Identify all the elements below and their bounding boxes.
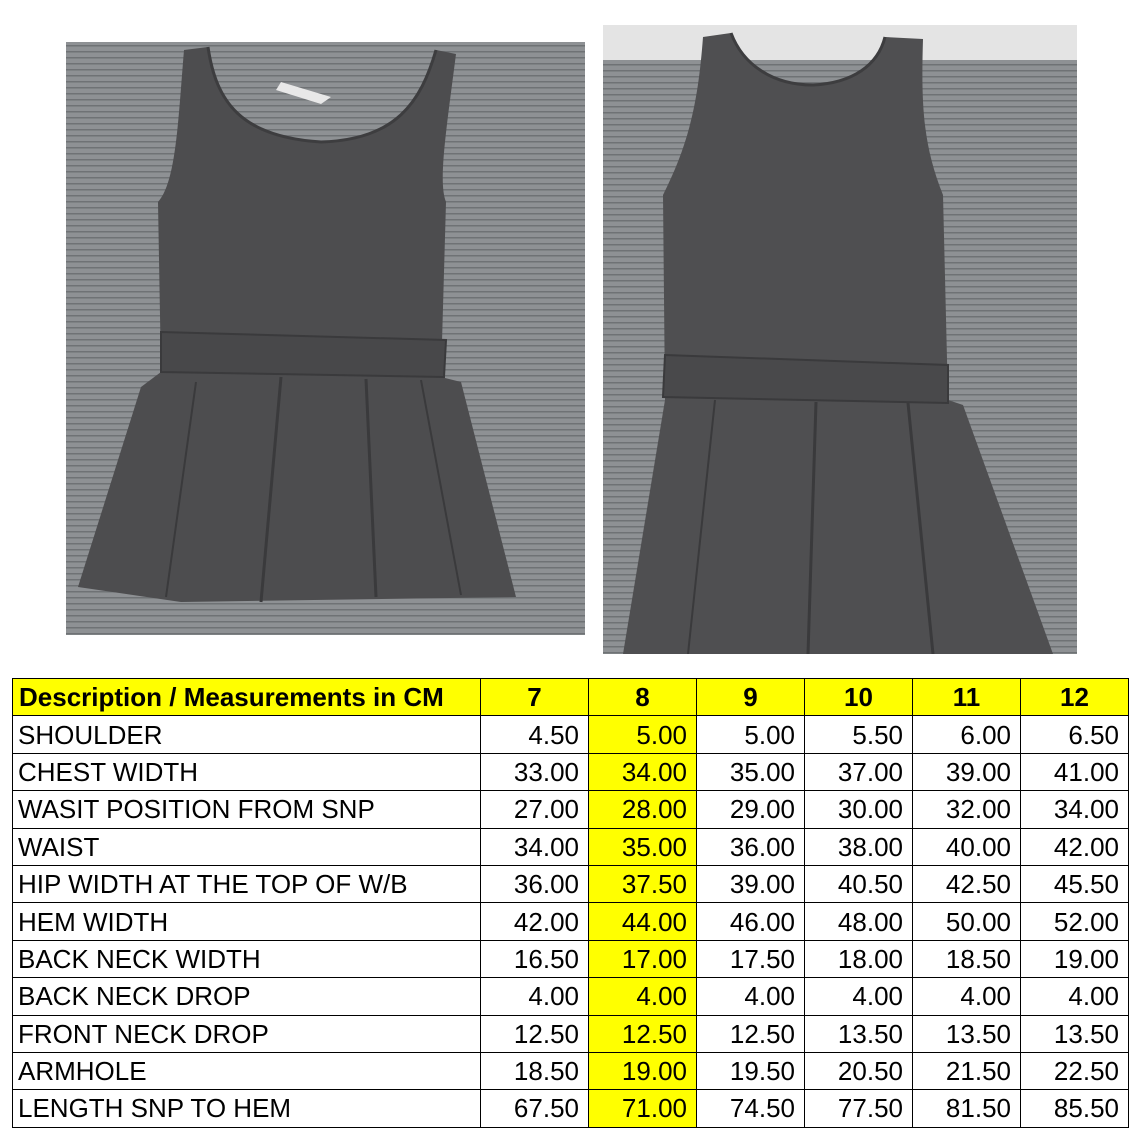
measurement-value: 77.50 (805, 1090, 913, 1127)
size-header: 12 (1021, 679, 1129, 716)
measurement-value: 37.00 (805, 753, 913, 790)
measurement-value: 4.00 (805, 978, 913, 1015)
table-header-row (13, 679, 1129, 716)
measurement-value: 48.00 (805, 903, 913, 940)
measurement-value: 81.50 (913, 1090, 1021, 1127)
measurement-value: 13.50 (805, 1015, 913, 1052)
measurement-value: 4.00 (913, 978, 1021, 1015)
size-header: 8 (589, 679, 697, 716)
measurement-label: BACK NECK WIDTH (13, 940, 481, 977)
measurement-value: 16.50 (481, 940, 589, 977)
table-row (13, 716, 1129, 753)
measurement-label: CHEST WIDTH (13, 753, 481, 790)
measurement-value: 4.00 (589, 978, 697, 1015)
measurement-value: 5.00 (589, 716, 697, 753)
table-row (13, 940, 1129, 977)
measurement-value: 42.50 (913, 865, 1021, 902)
measurement-label: FRONT NECK DROP (13, 1015, 481, 1052)
pinafore-front-photo (66, 42, 585, 635)
measurement-value: 36.00 (481, 865, 589, 902)
table-row (13, 753, 1129, 790)
measurement-value: 4.50 (481, 716, 589, 753)
measurement-value: 34.00 (589, 753, 697, 790)
measurement-value: 42.00 (1021, 828, 1129, 865)
measurement-value: 19.00 (1021, 940, 1129, 977)
description-header: Description / Measurements in CM (13, 679, 481, 716)
measurement-value: 33.00 (481, 753, 589, 790)
measurement-value: 13.50 (1021, 1015, 1129, 1052)
measurement-value: 74.50 (697, 1090, 805, 1127)
measurement-value: 38.00 (805, 828, 913, 865)
measurement-label: WAIST (13, 828, 481, 865)
measurement-value: 29.00 (697, 791, 805, 828)
measurement-value: 37.50 (589, 865, 697, 902)
measurement-value: 34.00 (481, 828, 589, 865)
measurement-value: 12.50 (589, 1015, 697, 1052)
measurement-value: 45.50 (1021, 865, 1129, 902)
size-header: 7 (481, 679, 589, 716)
measurement-value: 17.00 (589, 940, 697, 977)
measurement-value: 18.50 (913, 940, 1021, 977)
measurement-value: 67.50 (481, 1090, 589, 1127)
table-row (13, 978, 1129, 1015)
measurement-value: 19.50 (697, 1052, 805, 1089)
measurement-value: 12.50 (697, 1015, 805, 1052)
measurement-value: 50.00 (913, 903, 1021, 940)
measurement-value: 4.00 (1021, 978, 1129, 1015)
measurement-value: 17.50 (697, 940, 805, 977)
measurement-label: ARMHOLE (13, 1052, 481, 1089)
measurement-value: 6.00 (913, 716, 1021, 753)
measurement-value: 30.00 (805, 791, 913, 828)
measurement-value: 46.00 (697, 903, 805, 940)
measurement-value: 6.50 (1021, 716, 1129, 753)
measurement-value: 41.00 (1021, 753, 1129, 790)
measurement-value: 21.50 (913, 1052, 1021, 1089)
measurement-value: 13.50 (913, 1015, 1021, 1052)
measurement-label: HEM WIDTH (13, 903, 481, 940)
pinafore-back-icon (603, 25, 1077, 654)
measurement-value: 18.50 (481, 1052, 589, 1089)
measurement-label: BACK NECK DROP (13, 978, 481, 1015)
measurement-value: 12.50 (481, 1015, 589, 1052)
table-row (13, 1052, 1129, 1089)
measurement-value: 71.00 (589, 1090, 697, 1127)
measurement-value: 44.00 (589, 903, 697, 940)
measurement-value: 39.00 (913, 753, 1021, 790)
table-row (13, 1090, 1129, 1127)
table-row (13, 828, 1129, 865)
measurement-value: 40.50 (805, 865, 913, 902)
measurement-value: 35.00 (697, 753, 805, 790)
pinafore-front-icon (66, 42, 585, 635)
measurement-label: SHOULDER (13, 716, 481, 753)
measurement-value: 40.00 (913, 828, 1021, 865)
size-header: 11 (913, 679, 1021, 716)
measurement-value: 20.50 (805, 1052, 913, 1089)
measurement-value: 28.00 (589, 791, 697, 828)
measurement-value: 34.00 (1021, 791, 1129, 828)
measurement-value: 35.00 (589, 828, 697, 865)
measurement-label: WASIT POSITION FROM SNP (13, 791, 481, 828)
measurement-value: 5.50 (805, 716, 913, 753)
measurement-value: 5.00 (697, 716, 805, 753)
pinafore-back-photo (603, 25, 1077, 654)
measurement-value: 39.00 (697, 865, 805, 902)
measurement-value: 18.00 (805, 940, 913, 977)
measurement-value: 19.00 (589, 1052, 697, 1089)
measurement-value: 52.00 (1021, 903, 1129, 940)
measurement-value: 4.00 (697, 978, 805, 1015)
size-header: 10 (805, 679, 913, 716)
measurement-value: 42.00 (481, 903, 589, 940)
measurement-value: 85.50 (1021, 1090, 1129, 1127)
table-row (13, 865, 1129, 902)
size-header: 9 (697, 679, 805, 716)
measurement-value: 22.50 (1021, 1052, 1129, 1089)
measurement-value: 32.00 (913, 791, 1021, 828)
table-row (13, 903, 1129, 940)
table-row (13, 1015, 1129, 1052)
measurement-label: HIP WIDTH AT THE TOP OF W/B (13, 865, 481, 902)
measurement-value: 4.00 (481, 978, 589, 1015)
measurement-value: 36.00 (697, 828, 805, 865)
table-row (13, 791, 1129, 828)
measurement-label: LENGTH SNP TO HEM (13, 1090, 481, 1127)
measurement-value: 27.00 (481, 791, 589, 828)
size-measurement-table (12, 678, 1129, 1128)
